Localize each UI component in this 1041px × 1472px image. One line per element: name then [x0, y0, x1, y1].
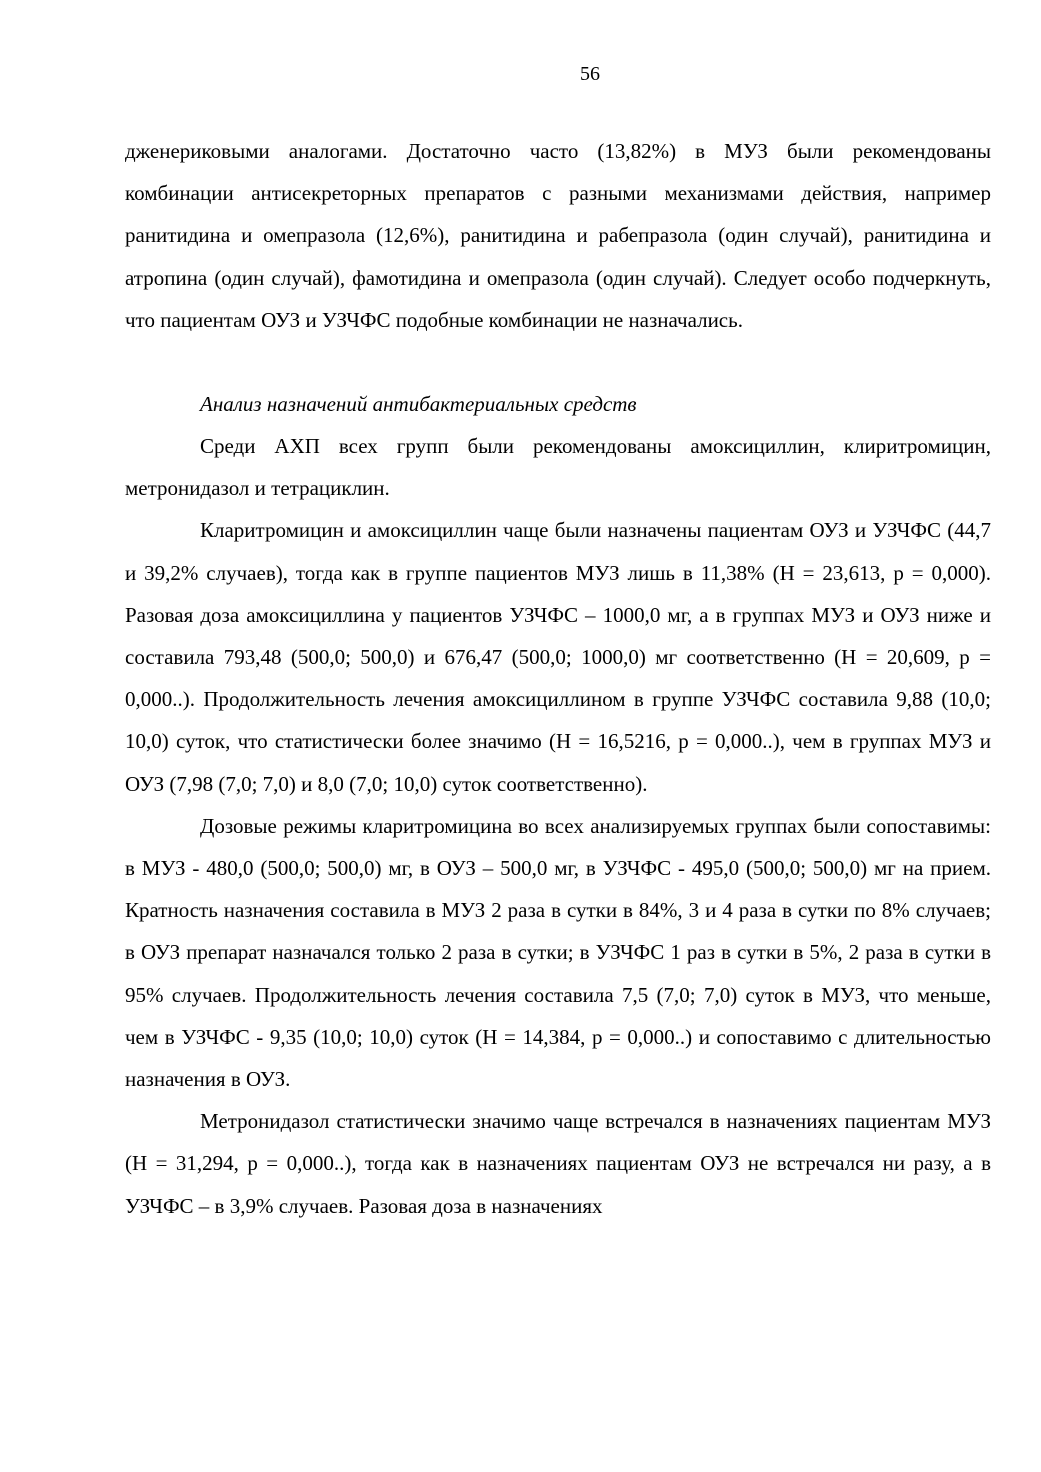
paragraph-antibacterial-list: Среди АХП всех групп были рекомендованы амоксициллин, клиритромицин, метронидазол и тетрациклин. [125, 434, 991, 501]
paragraph-metronidazole: Метронидазол статистически значимо чаще встречался в назначениях пациентам МУЗ (Н = 31,294, р = 0,000..), тогда как в назначениях пациентам ОУЗ не встречался ни разу, а в УЗЧФС – в 3,9% случаев. Разовая доза в назначениях [125, 1109, 991, 1218]
paragraph-clarithromycin-dosing: Дозовые режимы кларитромицина во всех анализируемых группах были сопоставимы: в МУЗ - 480,0 (500,0; 500,0) мг, в ОУЗ – 500,0 мг, в УЗЧФС - 495,0 (500,0; 500,0) мг на прием. Кратность назначения составила в МУЗ 2 раза в сутки в 84%, 3 и 4 раза в сутки по 8% случаев; в ОУЗ препарат назначался только 2 раза в сутки; в УЗЧФС 1 раз в сутки в 5%, 2 раза в сутки в 95% случаев. Продолжительность лечения составила 7,5 (7,0; 7,0) суток в МУЗ, что меньше, чем в УЗЧФС - 9,35 (10,0; 10,0) суток (Н = 14,384, р = 0,000..) и сопоставимо с длительностью назначения в ОУЗ. [125, 813, 991, 1092]
document-body [125, 130, 991, 1227]
section-heading: Анализ назначений антибактериальных средств [200, 392, 637, 417]
page-number: 56 [580, 63, 600, 85]
paragraph-clarithromycin-amoxicillin: Кларитромицин и амоксициллин чаще были назначены пациентам ОУЗ и УЗЧФС (44,7 и 39,2% случаев), тогда как в группе пациентов МУЗ лишь в 11,38% (Н = 23,613, р = 0,000). Разовая доза амоксициллина у пациентов УЗЧФС – 1000,0 мг, а в группах МУЗ и ОУЗ ниже и составила 793,48 (500,0; 500,0) и 676,47 (500,0; 1000,0) мг соответственно (Н = 20,609, р = 0,000..). Продолжительность лечения амоксициллином в группе УЗЧФС составила 9,88 (10,0; 10,0) суток, что статистически более значимо (Н = 16,5216, р = 0,000..), чем в группах МУЗ и ОУЗ (7,98 (7,0; 7,0) и 8,0 (7,0; 10,0) суток соответственно). [125, 518, 991, 796]
paragraph-continuation: дженериковыми аналогами. Достаточно часто (13,82%) в МУЗ были рекомендованы комбинации антисекреторных препаратов с разными механизмами действия, например ранитидина и омепразола (12,6%), ранитидина и рабепразола (один случай), ранитидина и атропина (один случай), фамотидина и омепразола (один случай). Следует особо подчеркнуть, что пациентам ОУЗ и УЗЧФС подобные комбинации не назначались. [125, 139, 991, 332]
